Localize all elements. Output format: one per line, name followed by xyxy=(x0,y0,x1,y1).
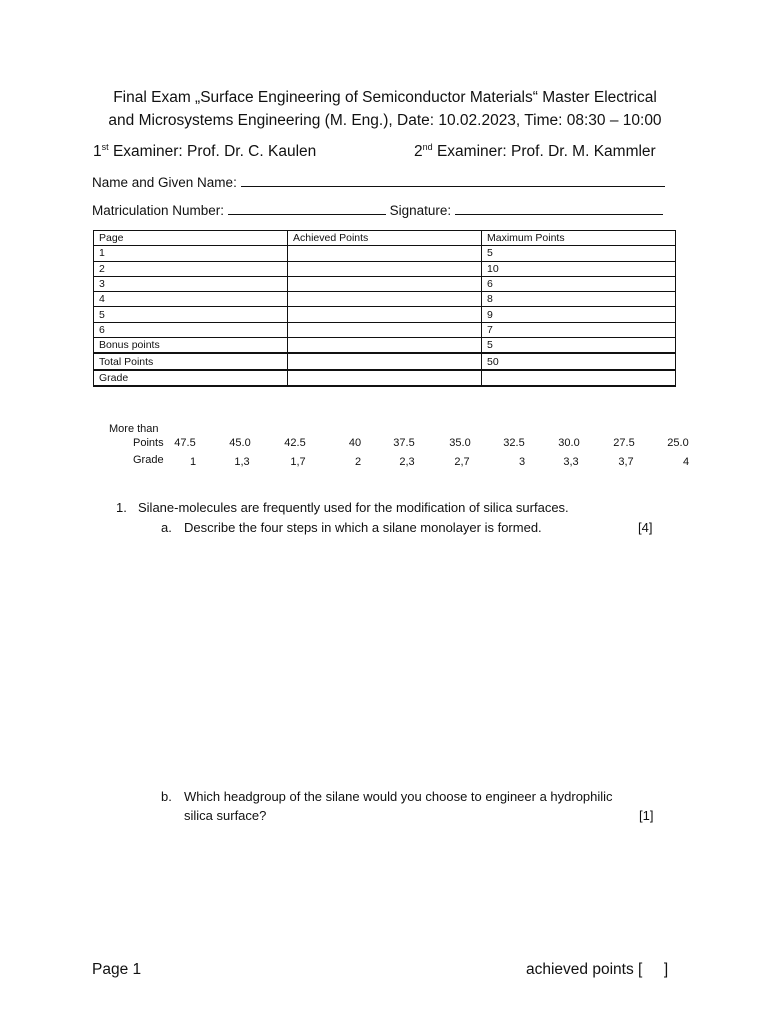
row-achieved-cell[interactable] xyxy=(288,261,482,276)
second-examiner-ordinal: 2 xyxy=(414,143,423,161)
table-header-row xyxy=(94,231,676,246)
second-examiner xyxy=(414,142,656,161)
q1b-line1: Which headgroup of the silane would you choose to engineer a hydrophilic xyxy=(184,789,613,804)
q1b-letter: b. xyxy=(161,789,172,804)
row-achieved-cell[interactable] xyxy=(288,370,482,386)
exam-title-line2: and Microsystems Engineering (M. Eng.), Date: 10.02.2023, Time: 08:30 – 10:00 xyxy=(108,112,662,129)
q1-text: Silane-molecules are frequently used for the modification of silica surfaces. xyxy=(138,500,569,515)
row-achieved-cell[interactable] xyxy=(288,338,482,354)
signature-label: Signature: xyxy=(389,203,452,218)
table-row-grade xyxy=(94,370,676,386)
name-field xyxy=(92,174,665,190)
scale-grade: 1 xyxy=(189,456,197,468)
exam-title xyxy=(90,86,680,132)
scale-points: 35.0 xyxy=(449,437,471,449)
name-label: Name and Given Name: xyxy=(92,175,237,190)
row-page: 2 xyxy=(94,261,288,276)
row-page: 3 xyxy=(94,276,288,291)
row-page: Grade xyxy=(94,370,288,386)
row-max xyxy=(482,370,676,386)
achieved-points-footer: achieved points [ ] xyxy=(526,961,669,978)
scale-points: 40 xyxy=(348,437,362,449)
table-row xyxy=(94,338,676,354)
exam-title-line1: Final Exam „Surface Engineering of Semiconductor Materials“ Master Electrical xyxy=(113,89,657,106)
header-page: Page xyxy=(94,231,288,246)
q1a-text: Describe the four steps in which a silane monolayer is formed. xyxy=(184,520,542,535)
second-examiner-text: Examiner: Prof. Dr. M. Kammler xyxy=(432,143,656,161)
row-max: 10 xyxy=(482,261,676,276)
q1a-points: [4] xyxy=(638,520,653,535)
scale-points: 42.5 xyxy=(284,437,306,449)
matriculation-label: Matriculation Number: xyxy=(92,203,225,218)
second-examiner-sup: nd xyxy=(422,142,433,152)
scale-points: 32.5 xyxy=(503,437,525,449)
scale-points: 45.0 xyxy=(229,437,251,449)
first-examiner-sup: st xyxy=(101,142,109,152)
scale-points: 37.5 xyxy=(393,437,415,449)
row-achieved-cell[interactable] xyxy=(288,276,482,291)
row-achieved-cell[interactable] xyxy=(288,292,482,307)
scale-grade: 4 xyxy=(682,456,690,468)
row-achieved-cell[interactable] xyxy=(288,353,482,369)
first-examiner-ordinal: 1 xyxy=(93,143,102,161)
table-row xyxy=(94,261,676,276)
scale-grade: 3 xyxy=(518,456,526,468)
scale-grade: 2,7 xyxy=(454,456,470,468)
scale-grade: 3,3 xyxy=(563,456,579,468)
table-row xyxy=(94,276,676,291)
first-examiner xyxy=(93,142,316,161)
row-page: 6 xyxy=(94,322,288,337)
scale-points: 47.5 xyxy=(174,437,196,449)
scale-grade: 3,7 xyxy=(618,456,634,468)
row-max: 7 xyxy=(482,322,676,337)
table-row xyxy=(94,246,676,261)
row-max: 5 xyxy=(482,246,676,261)
table-row-total xyxy=(94,353,676,369)
row-max: 5 xyxy=(482,338,676,354)
row-page: 1 xyxy=(94,246,288,261)
scale-points: 27.5 xyxy=(613,437,635,449)
q1b-line2: silica surface? xyxy=(184,808,267,823)
scale-grade: 1,7 xyxy=(290,456,306,468)
q1b-points: [1] xyxy=(639,808,654,823)
scale-grade: 1,3 xyxy=(234,456,250,468)
row-achieved-cell[interactable] xyxy=(288,322,482,337)
matriculation-input-line[interactable] xyxy=(228,202,386,215)
q1-number: 1. xyxy=(116,500,127,515)
more-than-label: More than xyxy=(109,423,159,435)
row-achieved-cell[interactable] xyxy=(288,246,482,261)
row-max: 50 xyxy=(482,353,676,369)
row-page: 4 xyxy=(94,292,288,307)
signature-input-line[interactable] xyxy=(455,202,663,215)
table-row xyxy=(94,307,676,322)
page-number: Page 1 xyxy=(92,961,142,978)
q1a-letter: a. xyxy=(161,520,172,535)
table-row xyxy=(94,322,676,337)
points-label: Points xyxy=(133,437,164,449)
row-page: Total Points xyxy=(94,353,288,369)
row-max: 8 xyxy=(482,292,676,307)
row-page: 5 xyxy=(94,307,288,322)
row-page: Bonus points xyxy=(94,338,288,354)
row-max: 9 xyxy=(482,307,676,322)
table-row xyxy=(94,292,676,307)
row-max: 6 xyxy=(482,276,676,291)
scale-points: 30.0 xyxy=(558,437,580,449)
header-achieved-points: Achieved Points xyxy=(288,231,482,246)
matriculation-signature-row xyxy=(92,202,663,218)
name-input-line[interactable] xyxy=(241,174,665,187)
row-achieved-cell[interactable] xyxy=(288,307,482,322)
header-maximum-points: Maximum Points xyxy=(482,231,676,246)
scale-grade: 2 xyxy=(354,456,362,468)
first-examiner-text: Examiner: Prof. Dr. C. Kaulen xyxy=(108,143,317,161)
grade-label: Grade xyxy=(133,454,164,466)
scale-points: 25.0 xyxy=(667,437,689,449)
points-table xyxy=(93,230,676,387)
scale-grade: 2,3 xyxy=(399,456,415,468)
